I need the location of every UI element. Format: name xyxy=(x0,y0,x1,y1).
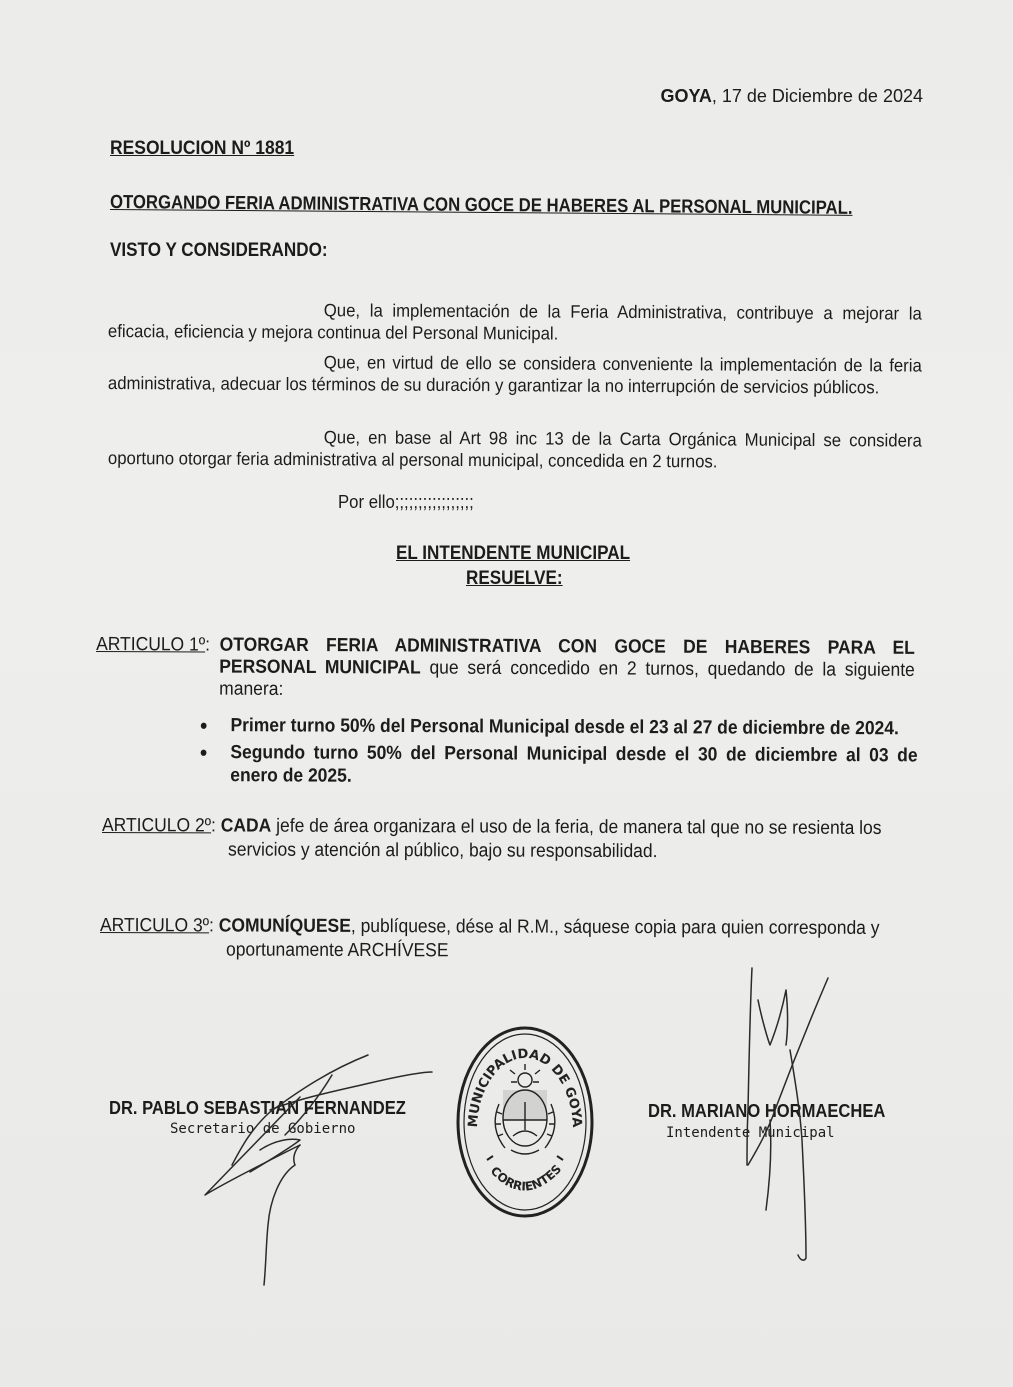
article-2-text-line-1: jefe de área organizara el uso de la feria, de manera tal que no se resienta los xyxy=(271,815,882,839)
resuelve-heading: RESUELVE: xyxy=(466,568,563,589)
seal-top-text: MUNICIPALIDAD DE GOYA xyxy=(465,1046,585,1128)
article-1-label: ARTICULO 1º xyxy=(96,634,206,656)
considerando-paragraph: Que, en base al Art 98 inc 13 de la Carta Orgánica Municipal se considera oportuno otorgar feria administrativa al personal municipal, concedida en 2 turnos. xyxy=(107,427,922,472)
signatory-right-role: Intendente Municipal xyxy=(666,1125,835,1141)
article-1-bold-line-1: OTORGAR FERIA ADMINISTRATIVA CON GOCE DE HABERES PARA EL xyxy=(219,634,915,659)
article-3-text-line-2: oportunamente ARCHÍVESE xyxy=(225,939,449,962)
por-ello-text: Por ello;;;;;;;;;;;;;;;;; xyxy=(338,492,474,512)
article-2-label: ARTICULO 2º xyxy=(102,815,212,837)
document-date xyxy=(661,86,924,107)
article-1-turn-list xyxy=(200,714,918,794)
resolution-number: RESOLUCION Nº 1881 xyxy=(110,138,295,159)
intendente-heading: EL INTENDENTE MUNICIPAL xyxy=(396,543,631,564)
article-3-bold: COMUNÍQUESE xyxy=(218,915,351,937)
article-2-text-line-2: servicios y atención al público, bajo su responsabilidad. xyxy=(227,839,658,863)
article-2: ARTICULO 2º: CADA jefe de área organizara el uso de la feria, de manera tal que no se resienta los servicios y atención al público, bajo su responsabilidad. xyxy=(102,814,912,865)
list-item: • Segundo turno 50% del Personal Municipal desde el 30 de diciembre al 03 de enero de 2025. xyxy=(200,741,918,790)
signatory-left-name: DR. PABLO SEBASTIAN FERNANDEZ xyxy=(109,1098,406,1118)
article-1: ARTICULO 1º: OTORGAR FERIA ADMINISTRATIVA CON GOCE DE HABERES PARA EL PERSONAL MUNICIPAL que será concedido en 2 turnos, quedando de la siguiente manera: xyxy=(96,634,915,700)
municipal-seal-icon xyxy=(455,1018,595,1218)
seal-bottom-text: CORRIENTES xyxy=(487,1161,565,1194)
date-city: GOYA xyxy=(660,86,712,106)
date-text: , 17 de Diciembre de 2024 xyxy=(711,86,923,106)
article-3-label: ARTICULO 3º xyxy=(100,915,210,937)
resolution-subject: OTORGANDO FERIA ADMINISTRATIVA CON GOCE DE HABERES AL PERSONAL MUNICIPAL. xyxy=(109,192,853,219)
article-2-bold: CADA xyxy=(220,815,272,837)
list-item: • Primer turno 50% del Personal Municipal desde el 23 al 27 de diciembre de 2024. xyxy=(200,714,918,740)
signatory-left-role: Secretario de Gobierno xyxy=(170,1121,356,1137)
article-3-text-line-1: , publíquese, dése al R.M., sáquese copia para quien corresponda y xyxy=(350,915,880,939)
article-1-text: que será concedido en 2 turnos, quedando de la siguiente manera: xyxy=(219,657,915,700)
article-3: ARTICULO 3º: COMUNÍQUESE, publíquese, dése al R.M., sáquese copia para quien corresponda y oportunamente ARCHÍVESE xyxy=(100,914,912,965)
considerando-paragraph: Que, en virtud de ello se considera conveniente la implementación de la feria administrativa, adecuar los términos de su duración y garantizar la no interrupción de servicios públicos. xyxy=(107,352,922,398)
visto-heading: VISTO Y CONSIDERANDO: xyxy=(110,240,328,261)
article-1-bold-line-2: PERSONAL MUNICIPAL xyxy=(219,656,421,679)
considerando-paragraph: Que, la implementación de la Feria Administrativa, contribuye a mejorar la eficacia, eficiencia y mejora continua del Personal Municipal. xyxy=(107,300,922,344)
signatory-right-name: DR. MARIANO HORMAECHEA xyxy=(648,1101,886,1121)
